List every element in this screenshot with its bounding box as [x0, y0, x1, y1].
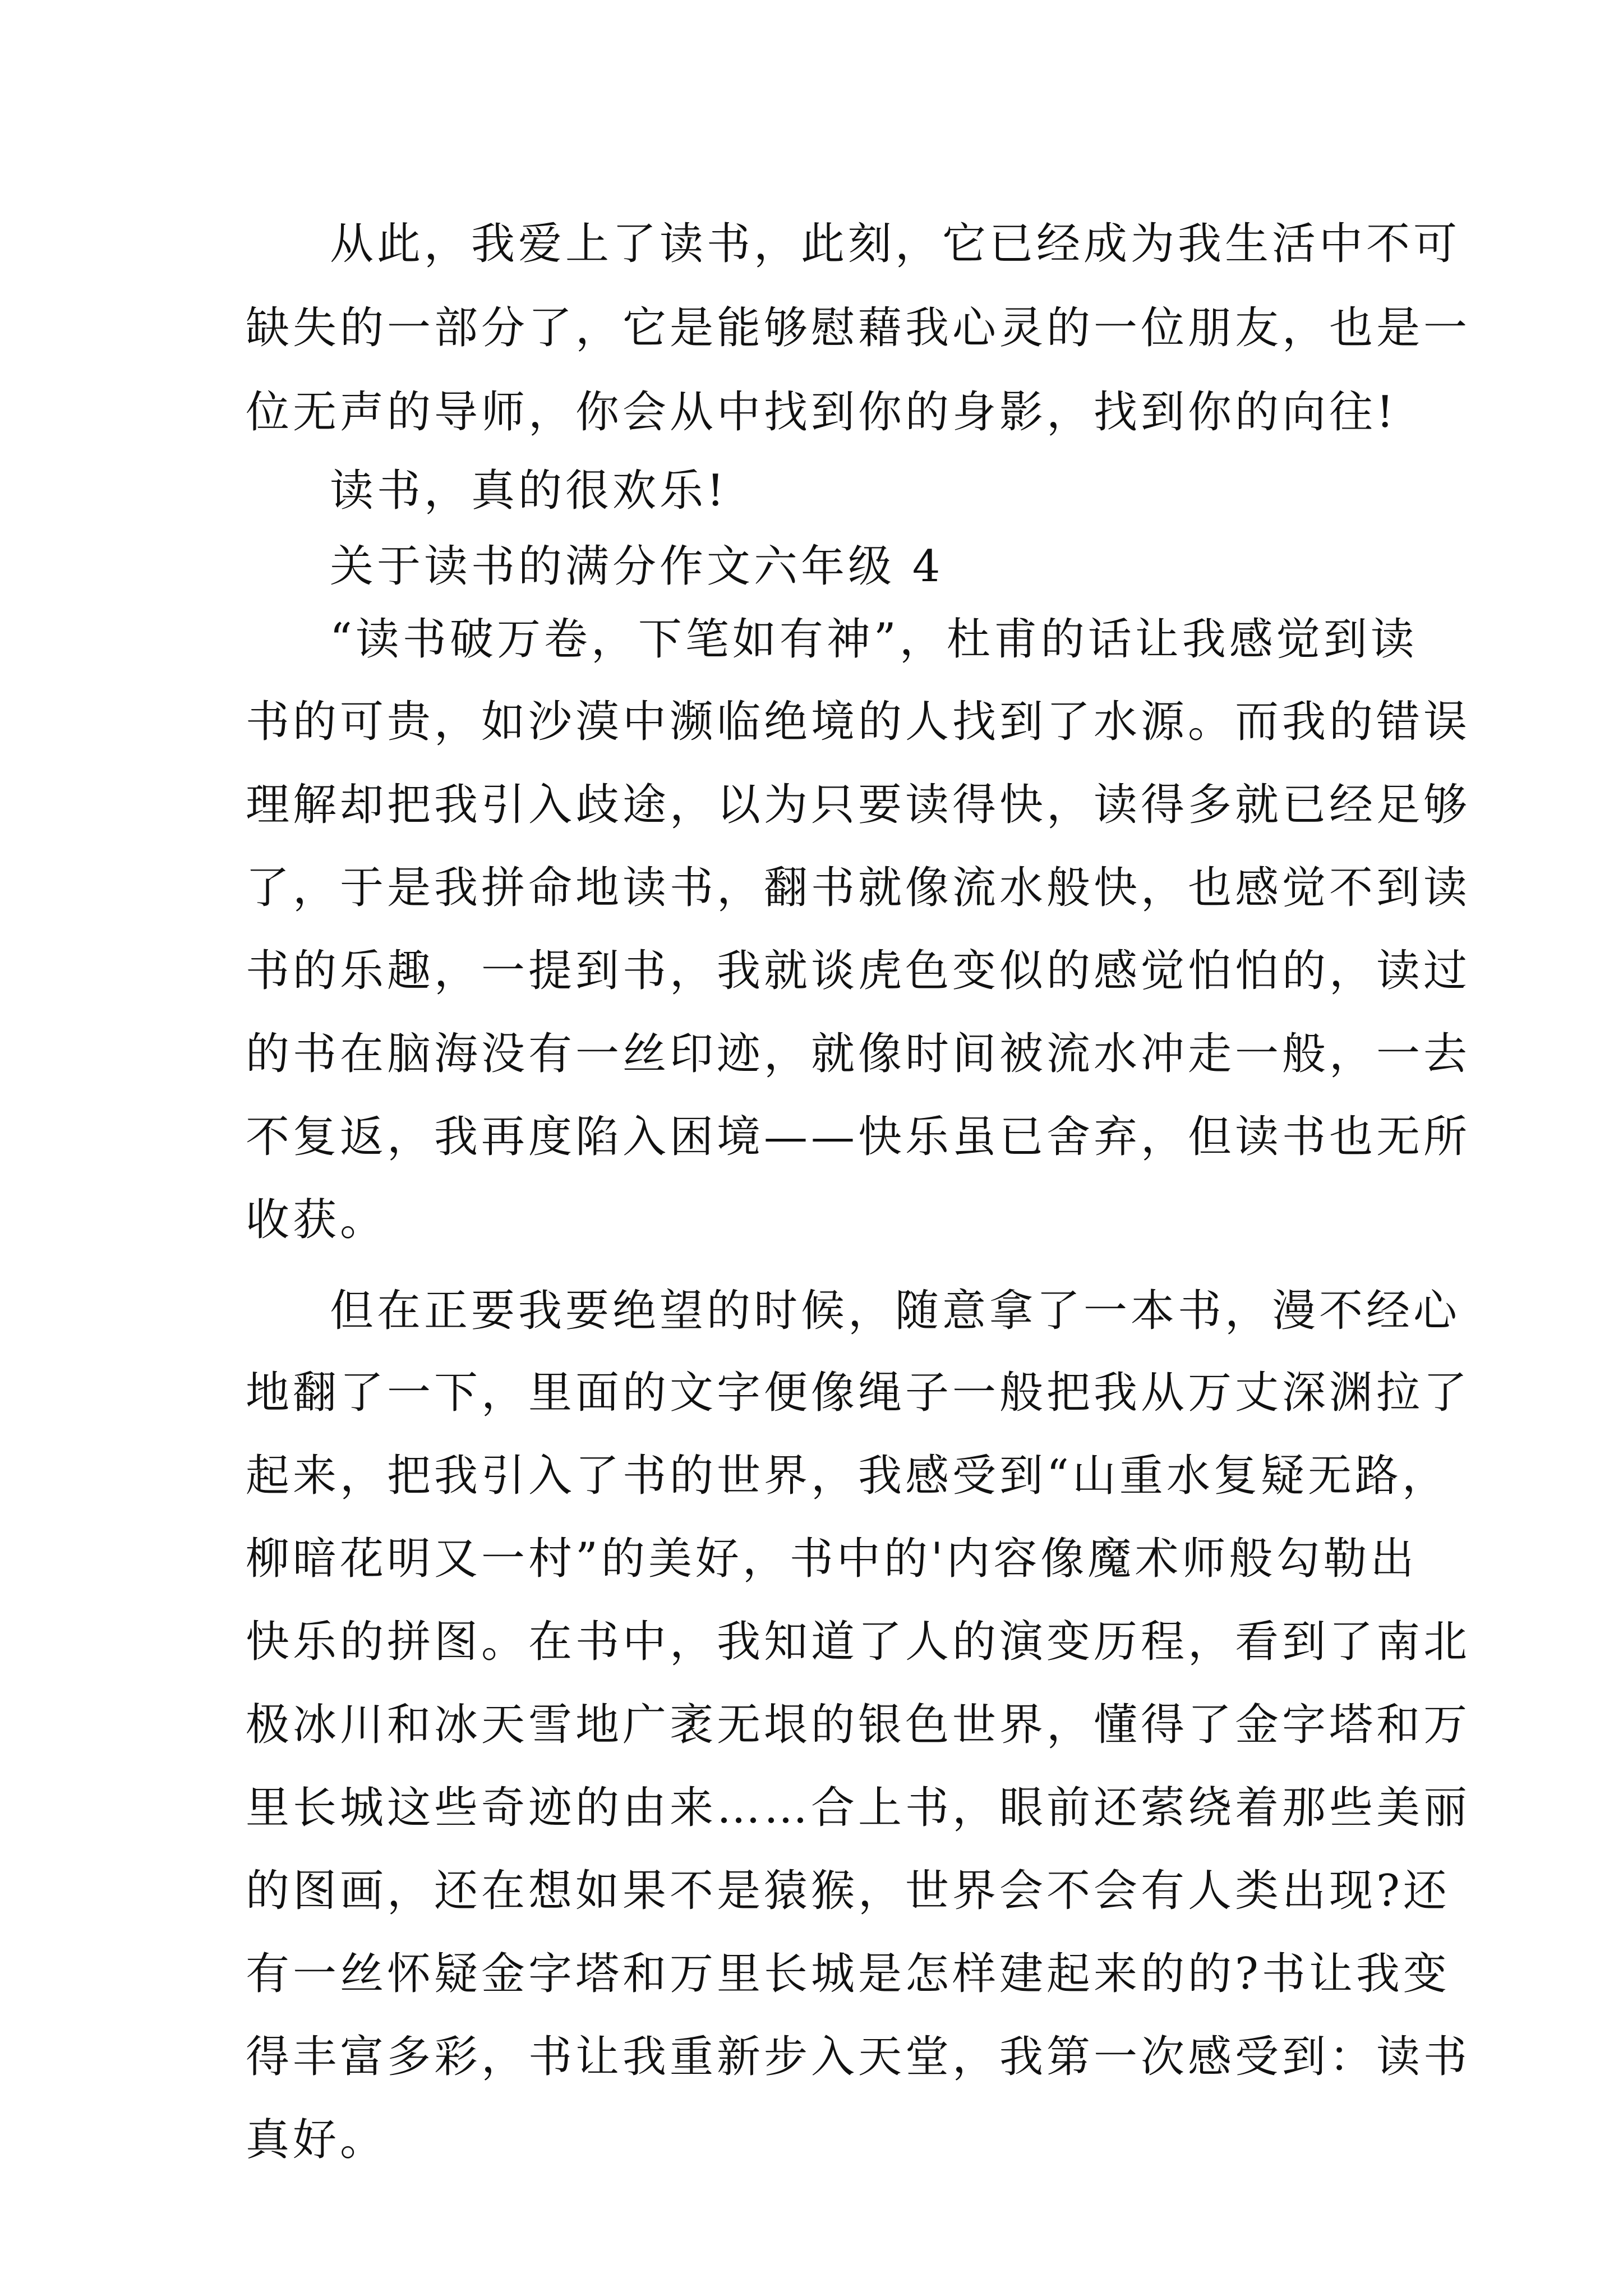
- paragraph-1-line-1: 从此，我爱上了读书，此刻，它已经成为我生活中不可: [330, 219, 1461, 269]
- section-heading: 关于读书的满分作文六年级 4: [330, 541, 944, 592]
- paragraph-4-line-7: 里长城这些奇迹的由来……合上书，眼前还萦绕着那些美丽: [246, 1783, 1471, 1833]
- paragraph-3-line-3: 理解却把我引入歧途，以为只要读得快，读得多就已经足够: [246, 780, 1471, 830]
- paragraph-3-line-4: 了，于是我拼命地读书，翻书就像流水般快，也感觉不到读: [246, 863, 1471, 913]
- paragraph-4-line-2: 地翻了一下，里面的文字便像绳子一般把我从万丈深渊拉了: [246, 1368, 1471, 1418]
- paragraph-1-line-2: 缺失的一部分了，它是能够慰藉我心灵的一位朋友，也是一: [246, 303, 1471, 353]
- paragraph-4-line-5: 快乐的拼图。在书中，我知道了人的演变历程，看到了南北: [246, 1617, 1471, 1667]
- paragraph-2-line-1: 读书，真的很欢乐!: [330, 466, 728, 516]
- paragraph-4-line-8: 的图画，还在想如果不是猿猴，世界会不会有人类出现?还: [246, 1866, 1450, 1916]
- paragraph-4-line-6: 极冰川和冰天雪地广袤无垠的银色世界，懂得了金字塔和万: [246, 1700, 1471, 1750]
- paragraph-3-line-5: 书的乐趣，一提到书，我就谈虎色变似的感觉怕怕的，读过: [246, 946, 1471, 996]
- paragraph-3-line-6: 的书在脑海没有一丝印迹，就像时间被流水冲走一般，一去: [246, 1029, 1471, 1079]
- paragraph-4-line-11: 真好。: [246, 2115, 388, 2165]
- paragraph-4-line-4: 柳暗花明又一村”的美好，书中的'内容像魔术师般勾勒出: [246, 1534, 1418, 1584]
- paragraph-3-line-8: 收获。: [246, 1195, 388, 1245]
- paragraph-4-line-9: 有一丝怀疑金字塔和万里长城是怎样建起来的的?书让我变: [246, 1949, 1450, 1999]
- paragraph-4-line-3: 起来，把我引入了书的世界，我感受到“山重水复疑无路，: [246, 1451, 1449, 1501]
- paragraph-1-line-3: 位无声的导师，你会从中找到你的身影，找到你的向往!: [246, 387, 1398, 438]
- paragraph-4-line-1: 但在正要我要绝望的时候，随意拿了一本书，漫不经心: [330, 1286, 1461, 1336]
- paragraph-3-line-2: 书的可贵，如沙漠中濒临绝境的人找到了水源。而我的错误: [246, 697, 1471, 747]
- paragraph-3-line-1: “读书破万卷，下笔如有神”，杜甫的话让我感觉到读: [330, 614, 1418, 665]
- paragraph-4-line-10: 得丰富多彩，书让我重新步入天堂，我第一次感受到：读书: [246, 2032, 1471, 2082]
- paragraph-3-line-7: 不复返，我再度陷入困境——快乐虽已舍弃，但读书也无所: [246, 1112, 1471, 1162]
